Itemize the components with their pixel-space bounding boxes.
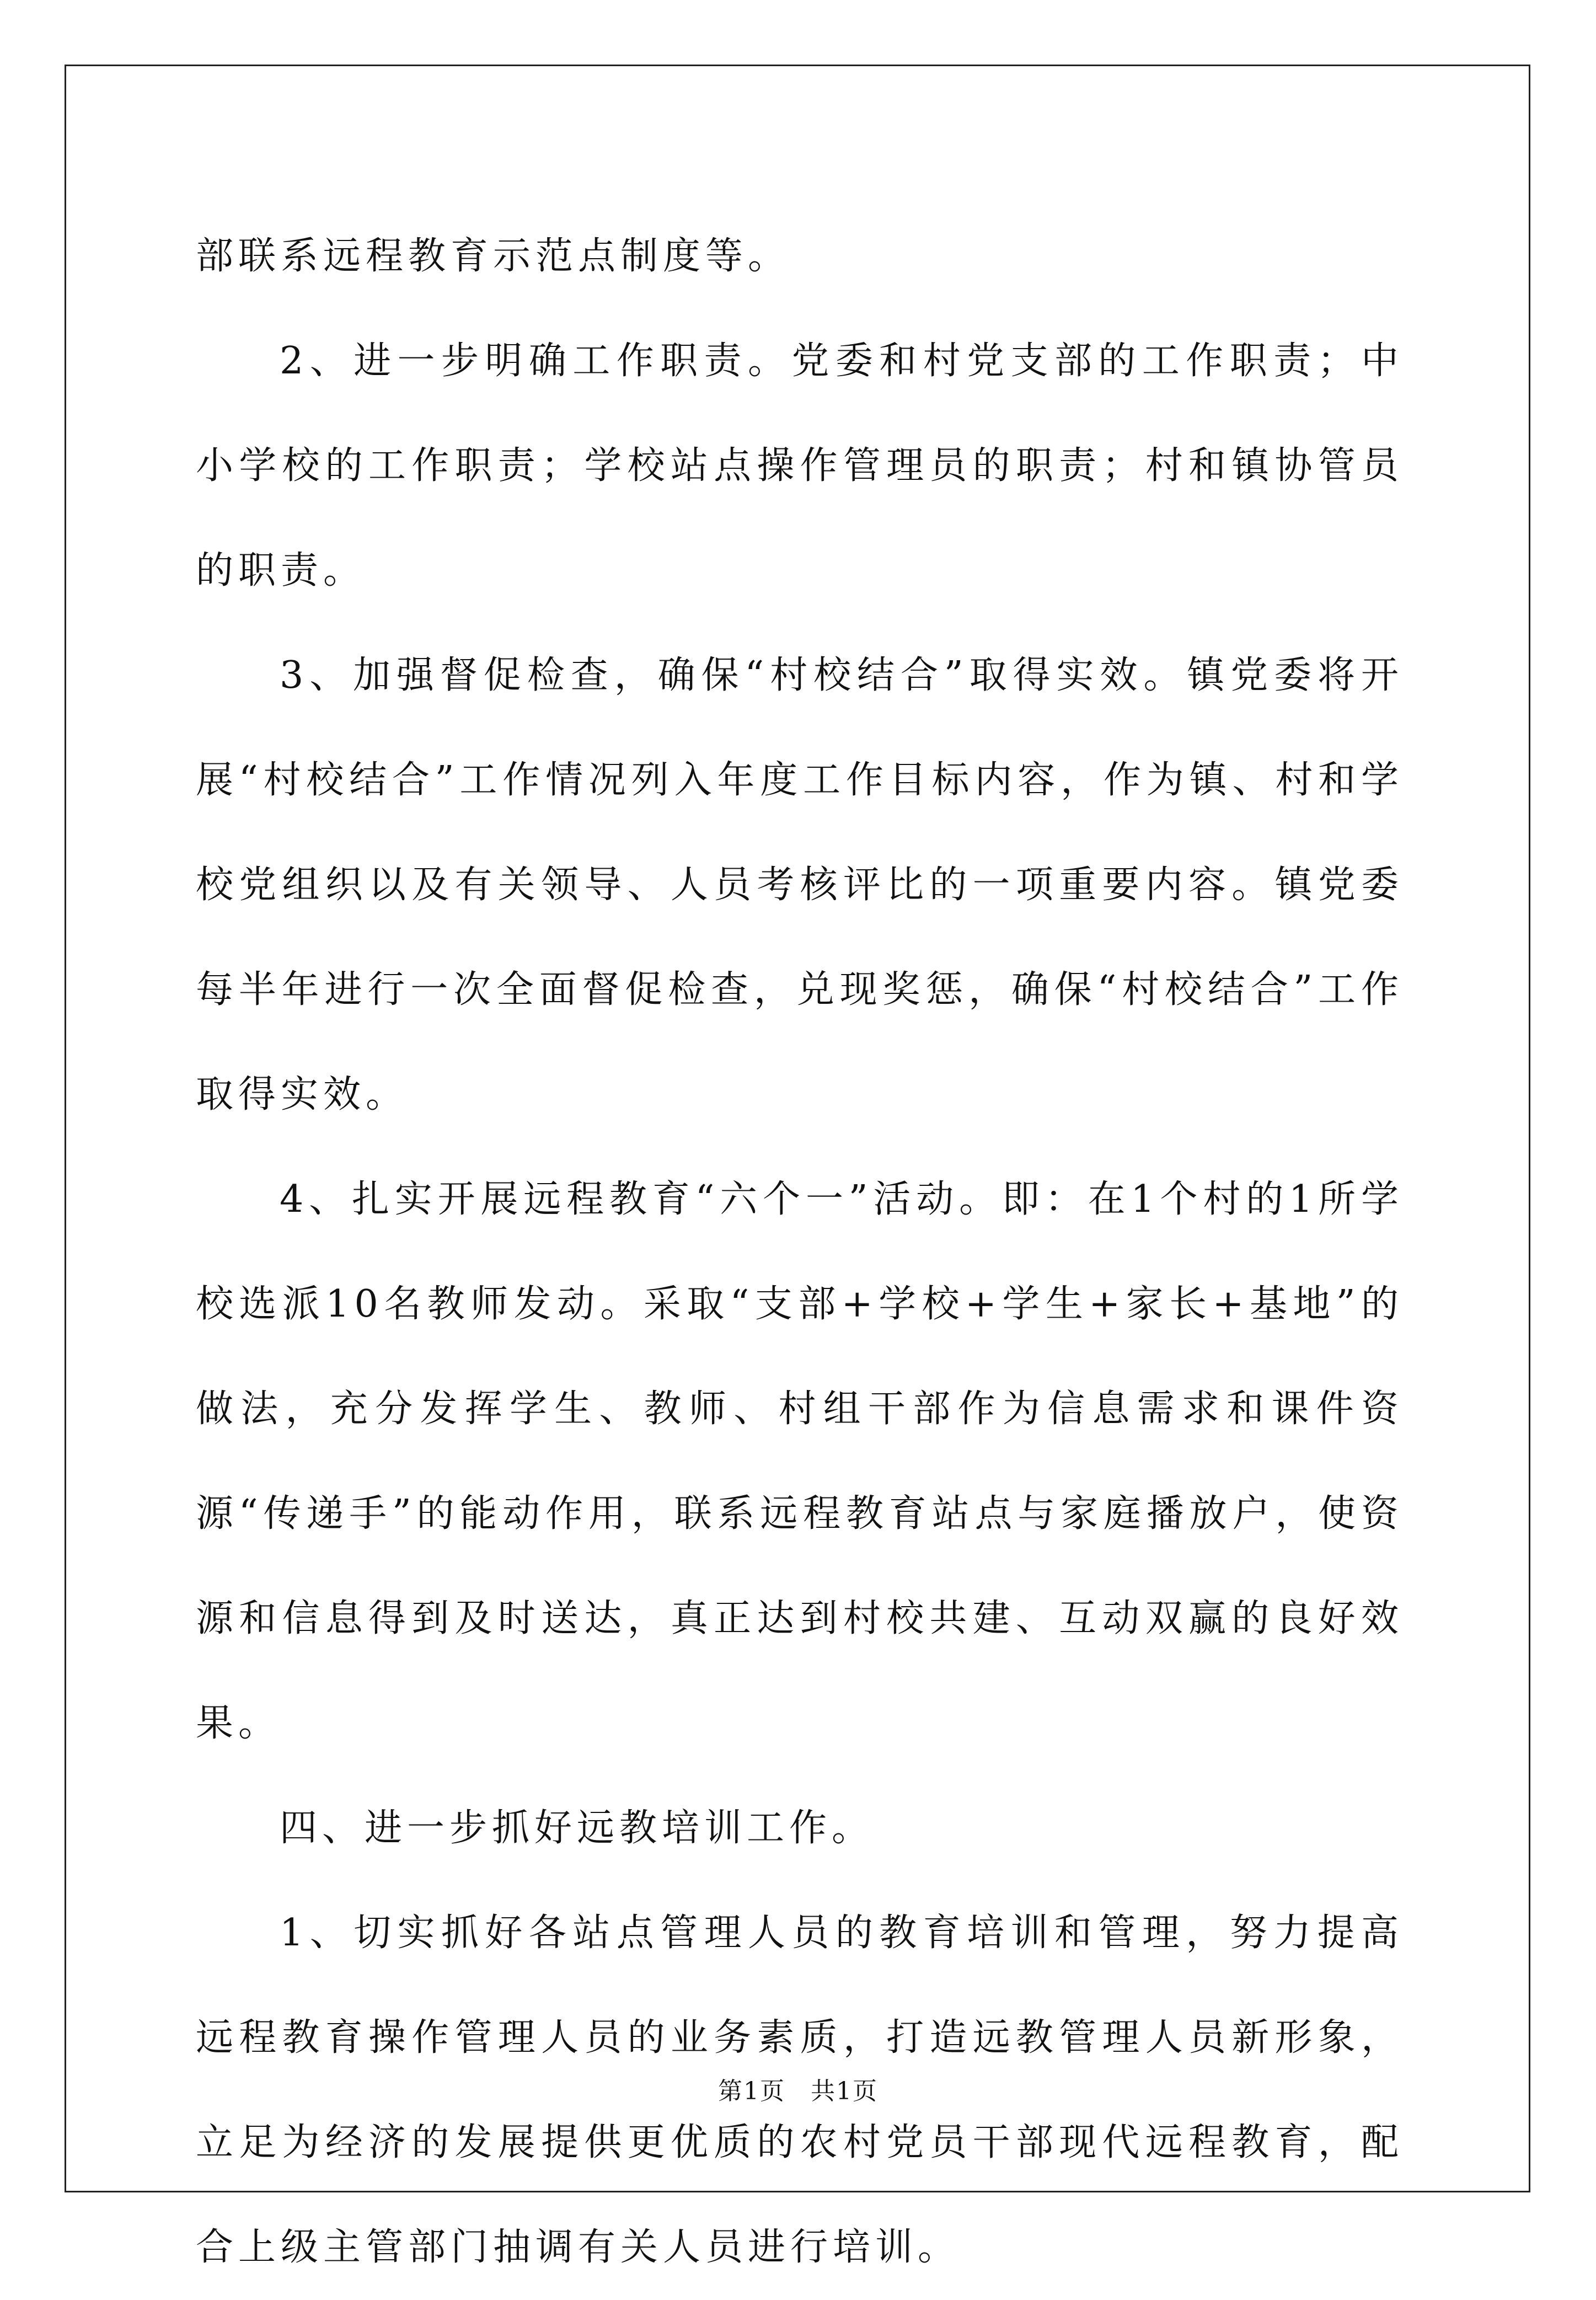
document-body (196, 204, 1404, 2300)
page-footer: 第1页 共1页 (718, 2077, 878, 2105)
section-heading-4: 四、进一步抓好远教培训工作。 (280, 1806, 875, 1850)
paragraph-continuation: 部联系远程教育示范点制度等。 (196, 234, 791, 278)
paragraph-item-3: 3、加强督促检查，确保“村校结合”取得实效。镇党委将开展“村校结合”工作情况列入年度工作目标内容，作为镇、村和学校党组织以及有关领导、人员考核评比的一项重要内容。镇党委每半年进行一次全面督促检查，兑现奖惩，确保“村校结合”工作取得实效。 (196, 654, 1404, 1116)
paragraph-item-1: 1、切实抓好各站点管理人员的教育培训和管理，努力提高远程教育操作管理人员的业务素质，打造远教管理人员新形象，立足为经济的发展提供更优质的农村党员干部现代远程教育，配合上级主管部门抽调有关人员进行培训。 (196, 1911, 1404, 2269)
paragraph-item-4: 4、扎实开展远程教育“六个一”活动。即：在1个村的1所学校选派10名教师发动。采取“支部+学校+学生+家长+基地”的做法，充分发挥学生、教师、村组干部作为信息需求和课件资源“传递手”的能动作用，联系远程教育站点与家庭播放户，使资源和信息得到及时送达，真正达到村校共建、互动双赢的良好效果。 (196, 1178, 1404, 1745)
paragraph-item-2: 2、进一步明确工作职责。党委和村党支部的工作职责；中小学校的工作职责；学校站点操作管理员的职责；村和镇协管员的职责。 (196, 339, 1404, 592)
